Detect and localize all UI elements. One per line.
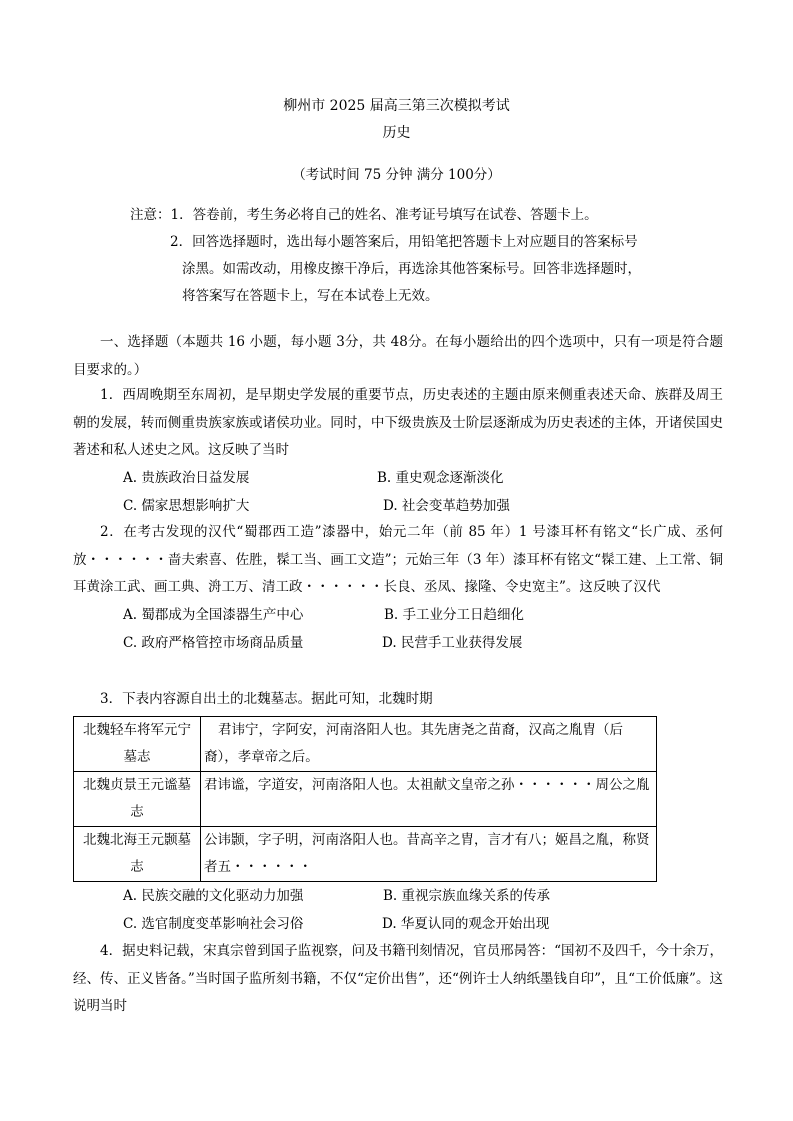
question-4 bbox=[73, 938, 723, 1021]
question-1 bbox=[73, 382, 723, 521]
q3-option-d[interactable]: D. 华夏认同的观念开始出现 bbox=[382, 916, 550, 932]
question-2 bbox=[73, 519, 723, 658]
question-1-options-row-1 bbox=[73, 465, 723, 493]
q3-option-b[interactable]: B. 重视宗族血缘关系的传承 bbox=[383, 888, 551, 904]
q1-option-b[interactable]: B. 重史观念逐渐淡化 bbox=[377, 469, 504, 486]
question-4-stem: 4．据史料记载，宋真宗曾到国子监视察，问及书籍刊刻情况，官员邢昺答：“国初不及四千，今十余万，经、传、正义皆备。”当时国子监所刻书籍，不仅“定价出售”，还“例许士人纳纸墨钱自印”，且“工价低廉”。这说明当时 bbox=[73, 943, 723, 1014]
question-3-options-row-1 bbox=[73, 883, 723, 911]
notice-block bbox=[130, 202, 690, 310]
table-row bbox=[74, 827, 657, 882]
table-cell-name: 北魏北海王元颢墓志 bbox=[74, 827, 201, 882]
table-cell-name: 北魏贞景王元谧墓志 bbox=[74, 772, 201, 827]
table-cell-text: 君讳谧，字道安，河南洛阳人也。太祖献文皇帝之孙・・・・・・周公之胤 bbox=[201, 772, 657, 827]
section-heading: 一、选择题（本题共 16 小题，每小题 3分，共 48分。在每小题给出的四个选项中，只有一项是符合题目要求的。） bbox=[73, 334, 723, 378]
table-cell-text: 君讳宁，字阿安，河南洛阳人也。其先唐尧之苗裔，汉高之胤胄（后裔），孝章帝之后。 bbox=[201, 717, 657, 772]
q2-option-b[interactable]: B. 手工业分工日趋细化 bbox=[384, 606, 525, 623]
notice-line-1: 注意：1．答卷前，考生务必将自己的姓名、准考证号填写在试卷、答题卡上。 bbox=[130, 207, 598, 223]
question-2-options-row-2 bbox=[73, 630, 723, 658]
question-3 bbox=[73, 686, 723, 714]
question-3-table bbox=[73, 716, 657, 882]
q2-option-a[interactable]: A. 蜀郡成为全国漆器生产中心 bbox=[123, 606, 304, 623]
q1-option-a[interactable]: A. 贵族政治日益发展 bbox=[123, 469, 250, 486]
question-1-options-row-2 bbox=[73, 493, 723, 521]
q3-option-c[interactable]: C. 选官制度变革影响社会习俗 bbox=[123, 916, 304, 932]
question-3-options bbox=[73, 883, 723, 939]
q2-option-d[interactable]: D. 民营手工业获得发展 bbox=[382, 634, 523, 651]
notice-line-3: 涂黑。如需改动，用橡皮擦干净后，再选涂其他答案标号。回答非选择题时， bbox=[182, 261, 641, 277]
table-row bbox=[74, 717, 657, 772]
table-row bbox=[74, 772, 657, 827]
q3-option-a[interactable]: A. 民族交融的文化驱动力加强 bbox=[123, 888, 304, 904]
q1-option-d[interactable]: D. 社会变革趋势加强 bbox=[383, 497, 510, 514]
notice-line-4: 将答案写在答题卡上，写在本试卷上无效。 bbox=[182, 288, 439, 304]
question-2-options-row-1 bbox=[73, 602, 723, 630]
table-cell-name: 北魏轻车将军元宁墓志 bbox=[74, 717, 201, 772]
question-3-options-row-2 bbox=[73, 911, 723, 939]
table-cell-text: 公讳颢，字子明，河南洛阳人也。昔高辛之胄，言才有八；姬昌之胤，称贤者五・・・・・・ bbox=[201, 827, 657, 882]
q2-option-c[interactable]: C. 政府严格管控市场商品质量 bbox=[123, 634, 304, 651]
question-1-stem: 1．西周晚期至东周初，是早期史学发展的重要节点，历史表述的主题由原来侧重表述天命、族群及周王朝的发展，转而侧重贵族家族或诸侯功业。同时，中下级贵族及士阶层逐渐成为历史表述的主体，开诸侯国史著述和私人述史之风。这反映了当时 bbox=[73, 387, 723, 458]
question-2-stem: 2．在考古发现的汉代“蜀郡西工造”漆器中，始元二年（前 85 年）1 号漆耳杯有铭文“长广成、丞何放・・・・・・啬夫索喜、佐胜，髹工当、画工文造”；元始三年（3 年）漆耳杯有铭文“髹工建、上工常、铜耳黄涂工武、画工典、洀工万、清工政・・・・・・长良、丞凤、掾隆、令史宽主”。这反映了汉代 bbox=[73, 524, 723, 595]
exam-time-info: （考试时间 75 分钟 满分 100分） bbox=[292, 167, 501, 183]
notice-line-2: 2．回答选择题时，选出每小题答案后，用铅笔把答题卡上对应题目的答案标号 bbox=[170, 234, 638, 250]
section-heading-block bbox=[73, 329, 723, 384]
q1-option-c[interactable]: C. 儒家思想影响扩大 bbox=[123, 497, 250, 514]
exam-subject: 历史 bbox=[382, 125, 411, 141]
exam-title: 柳州市 2025 届高三第三次模拟考试 bbox=[283, 98, 510, 114]
question-3-stem: 3．下表内容源自出土的北魏墓志。据此可知，北魏时期 bbox=[100, 691, 433, 707]
